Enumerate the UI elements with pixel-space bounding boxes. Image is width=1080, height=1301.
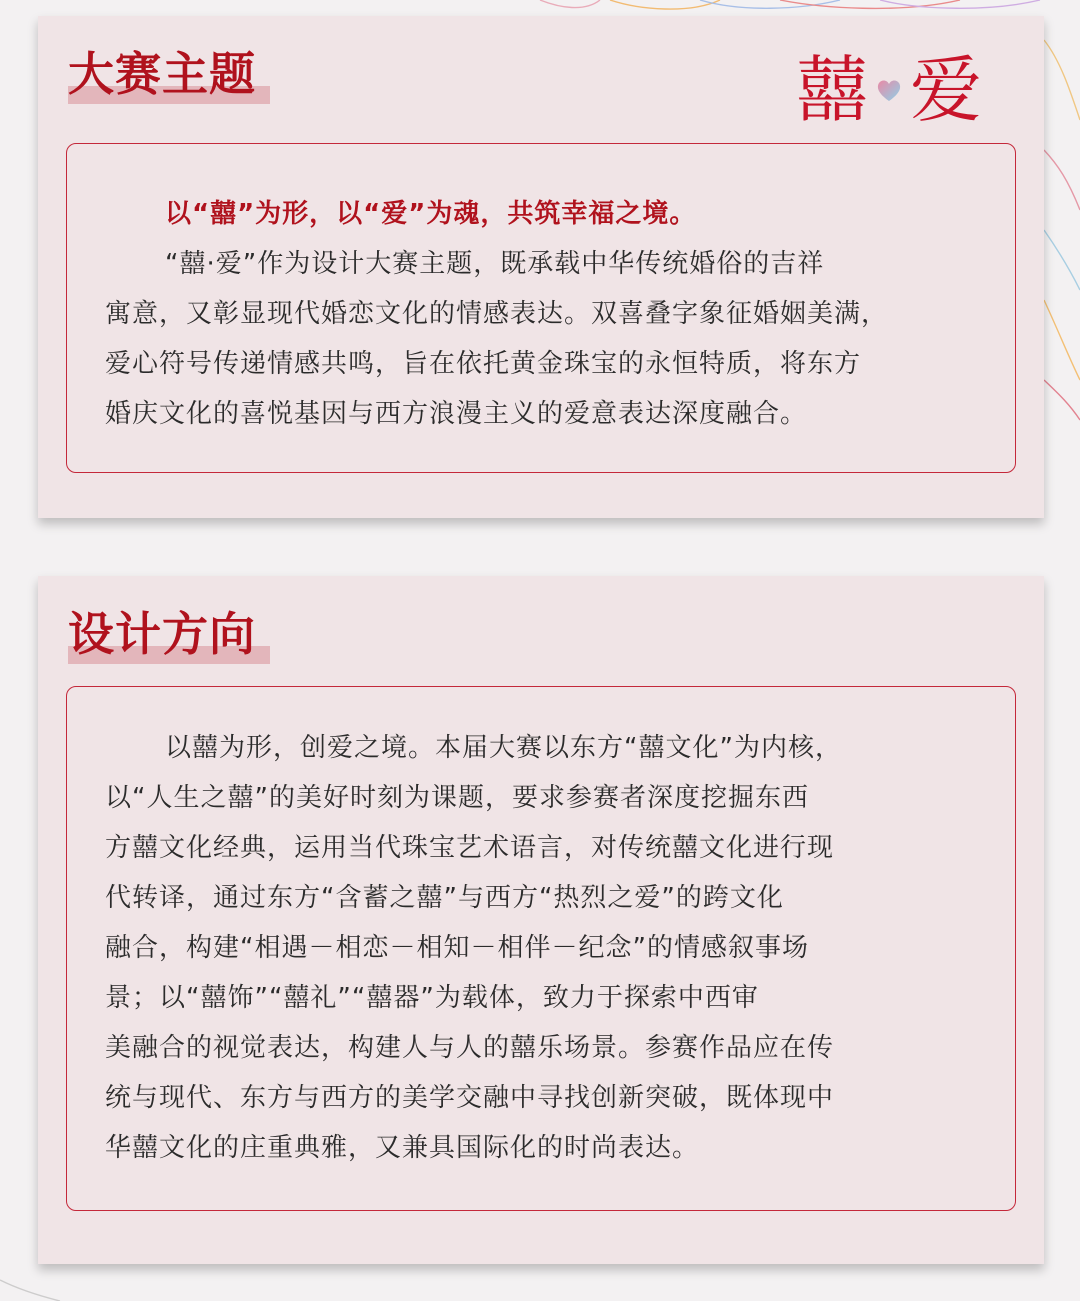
section-theme-card <box>38 16 1044 518</box>
text-line: 爱心符号传递情感共鸣，旨在依托黄金珠宝的永恒特质，将东方 <box>105 349 862 379</box>
section-title: 设计方向 <box>68 607 256 661</box>
text-line: 代转译，通过东方“含蓄之囍”与西方“热烈之爱”的跨文化 <box>105 883 784 913</box>
theme-text-box <box>66 143 1016 473</box>
theme-text <box>105 189 983 439</box>
brand-char-ai: 爱 <box>909 48 982 132</box>
text-line: 以囍为形，创爱之境。本届大赛以东方“囍文化”为内核， <box>165 733 842 763</box>
text-line: 统与现代、东方与西方的美学交融中寻找创新突破，既体现中 <box>105 1083 835 1113</box>
text-line: 美融合的视觉表达，构建人与人的囍乐场景。参赛作品应在传 <box>105 1033 835 1063</box>
text-line: 婚庆文化的喜悦基因与西方浪漫主义的爱意表达深度融合。 <box>105 399 808 429</box>
section-title: 大赛主题 <box>68 47 256 101</box>
direction-text <box>105 723 983 1173</box>
direction-text-box <box>66 686 1016 1211</box>
text-line: 寓意，又彰显现代婚恋文化的情感表达。双喜叠字象征婚姻美满， <box>105 299 889 329</box>
text-line: 华囍文化的庄重典雅，又兼具国际化的时尚表达。 <box>105 1133 700 1163</box>
text-line: 景；以“囍饰”“囍礼”“囍器”为载体，致力于探索中西审 <box>105 983 759 1013</box>
theme-slogan: 以“囍”为形，以“爱”为魂，共筑幸福之境。 <box>165 199 697 229</box>
heart-icon <box>874 75 904 105</box>
text-line: 以“人生之囍”的美好时刻为课题，要求参赛者深度挖掘东西 <box>105 783 809 813</box>
brand-char-xi: 囍 <box>795 48 868 132</box>
text-line: “囍·爱”作为设计大赛主题，既承载中华传统婚俗的吉祥 <box>165 249 825 279</box>
brand-logo <box>796 50 982 130</box>
text-line: 方囍文化经典，运用当代珠宝艺术语言，对传统囍文化进行现 <box>105 833 835 863</box>
section-direction-card <box>38 576 1044 1264</box>
text-line: 融合，构建“相遇－相恋－相知－相伴－纪念”的情感叙事场 <box>105 933 809 963</box>
